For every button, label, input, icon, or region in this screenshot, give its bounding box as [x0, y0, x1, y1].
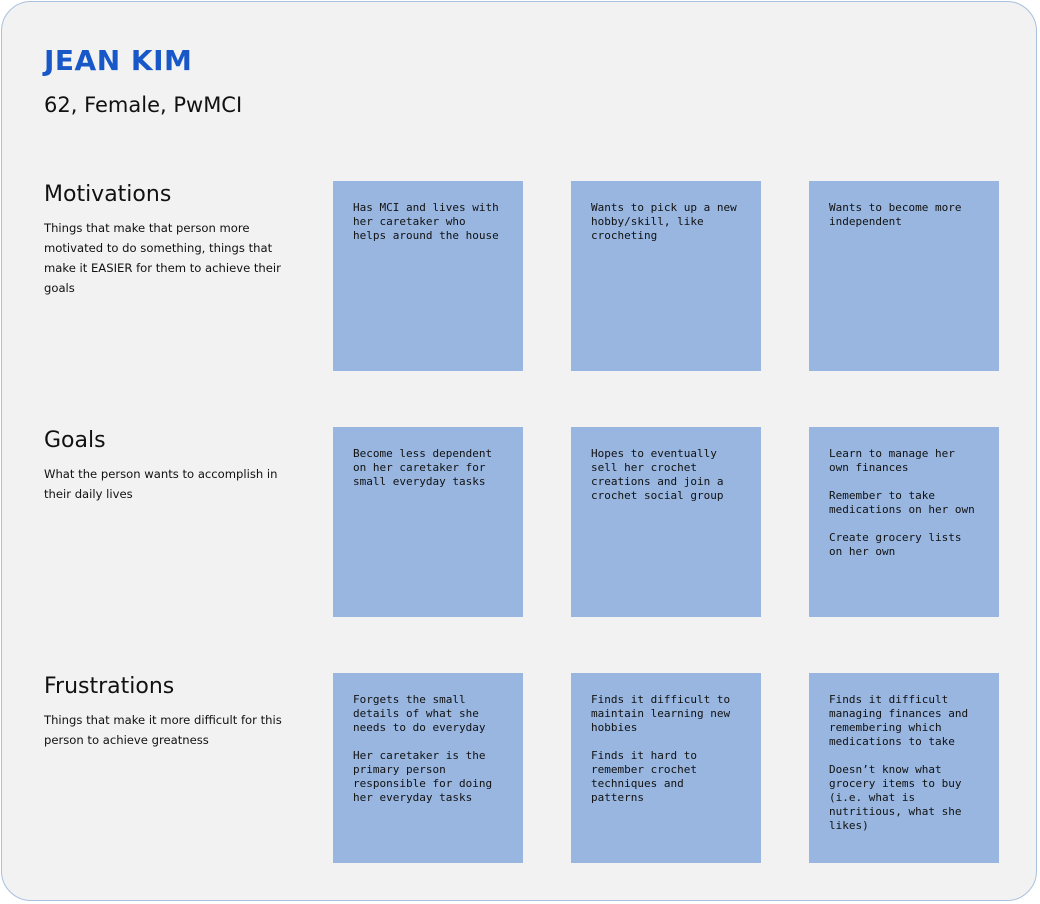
persona-name: JEAN KIM	[44, 44, 193, 77]
section-description-motivations: Things that make that person more motivated to do something, things that make it EASIER for them to achieve their goals	[44, 221, 281, 295]
sticky-note[interactable]	[571, 673, 761, 863]
note-text: Her caretaker is the primary person responsible for doing her everyday tasks	[353, 749, 493, 804]
sticky-note[interactable]	[333, 427, 523, 617]
persona-board	[1, 1, 1037, 901]
note-text: Finds it difficult managing finances and remembering which medications to take	[829, 693, 969, 748]
note-text: Become less dependent on her caretaker for small everyday tasks	[353, 447, 493, 488]
note-text: Wants to pick up a new hobby/skill, like crocheting	[591, 201, 737, 242]
section-description-goals: What the person wants to accomplish in their daily lives	[44, 467, 278, 501]
sticky-note[interactable]	[571, 427, 761, 617]
sticky-note[interactable]	[333, 181, 523, 371]
persona-subtitle: 62, Female, PwMCI	[44, 93, 243, 117]
note-text: Doesn’t know what grocery items to buy (i.e. what is nutritious, what she likes)	[829, 763, 962, 832]
note-text: Forgets the small details of what she needs to do everyday	[353, 693, 486, 734]
note-text: Hopes to eventually sell her crochet creations and join a crochet social group	[591, 447, 724, 502]
note-text: Wants to become more independent	[829, 201, 962, 228]
note-text: Finds it difficult to maintain learning new hobbies	[591, 693, 731, 734]
section-title-goals: Goals	[44, 428, 106, 453]
note-text: Has MCI and lives with her caretaker who helps around the house	[353, 201, 499, 242]
sticky-note[interactable]	[809, 181, 999, 371]
sticky-note[interactable]	[571, 181, 761, 371]
note-text: Remember to take medications on her own	[829, 489, 975, 516]
note-text: Learn to manage her own finances	[829, 447, 955, 474]
section-title-motivations: Motivations	[44, 182, 172, 207]
note-text: Create grocery lists on her own	[829, 531, 962, 558]
sticky-note[interactable]	[333, 673, 523, 863]
sticky-note[interactable]	[809, 673, 999, 863]
sticky-note[interactable]	[809, 427, 999, 617]
note-text: Finds it hard to remember crochet techniques and patterns	[591, 749, 697, 804]
section-title-frustrations: Frustrations	[44, 674, 175, 699]
section-description-frustrations: Things that make it more difficult for this person to achieve greatness	[44, 713, 282, 747]
